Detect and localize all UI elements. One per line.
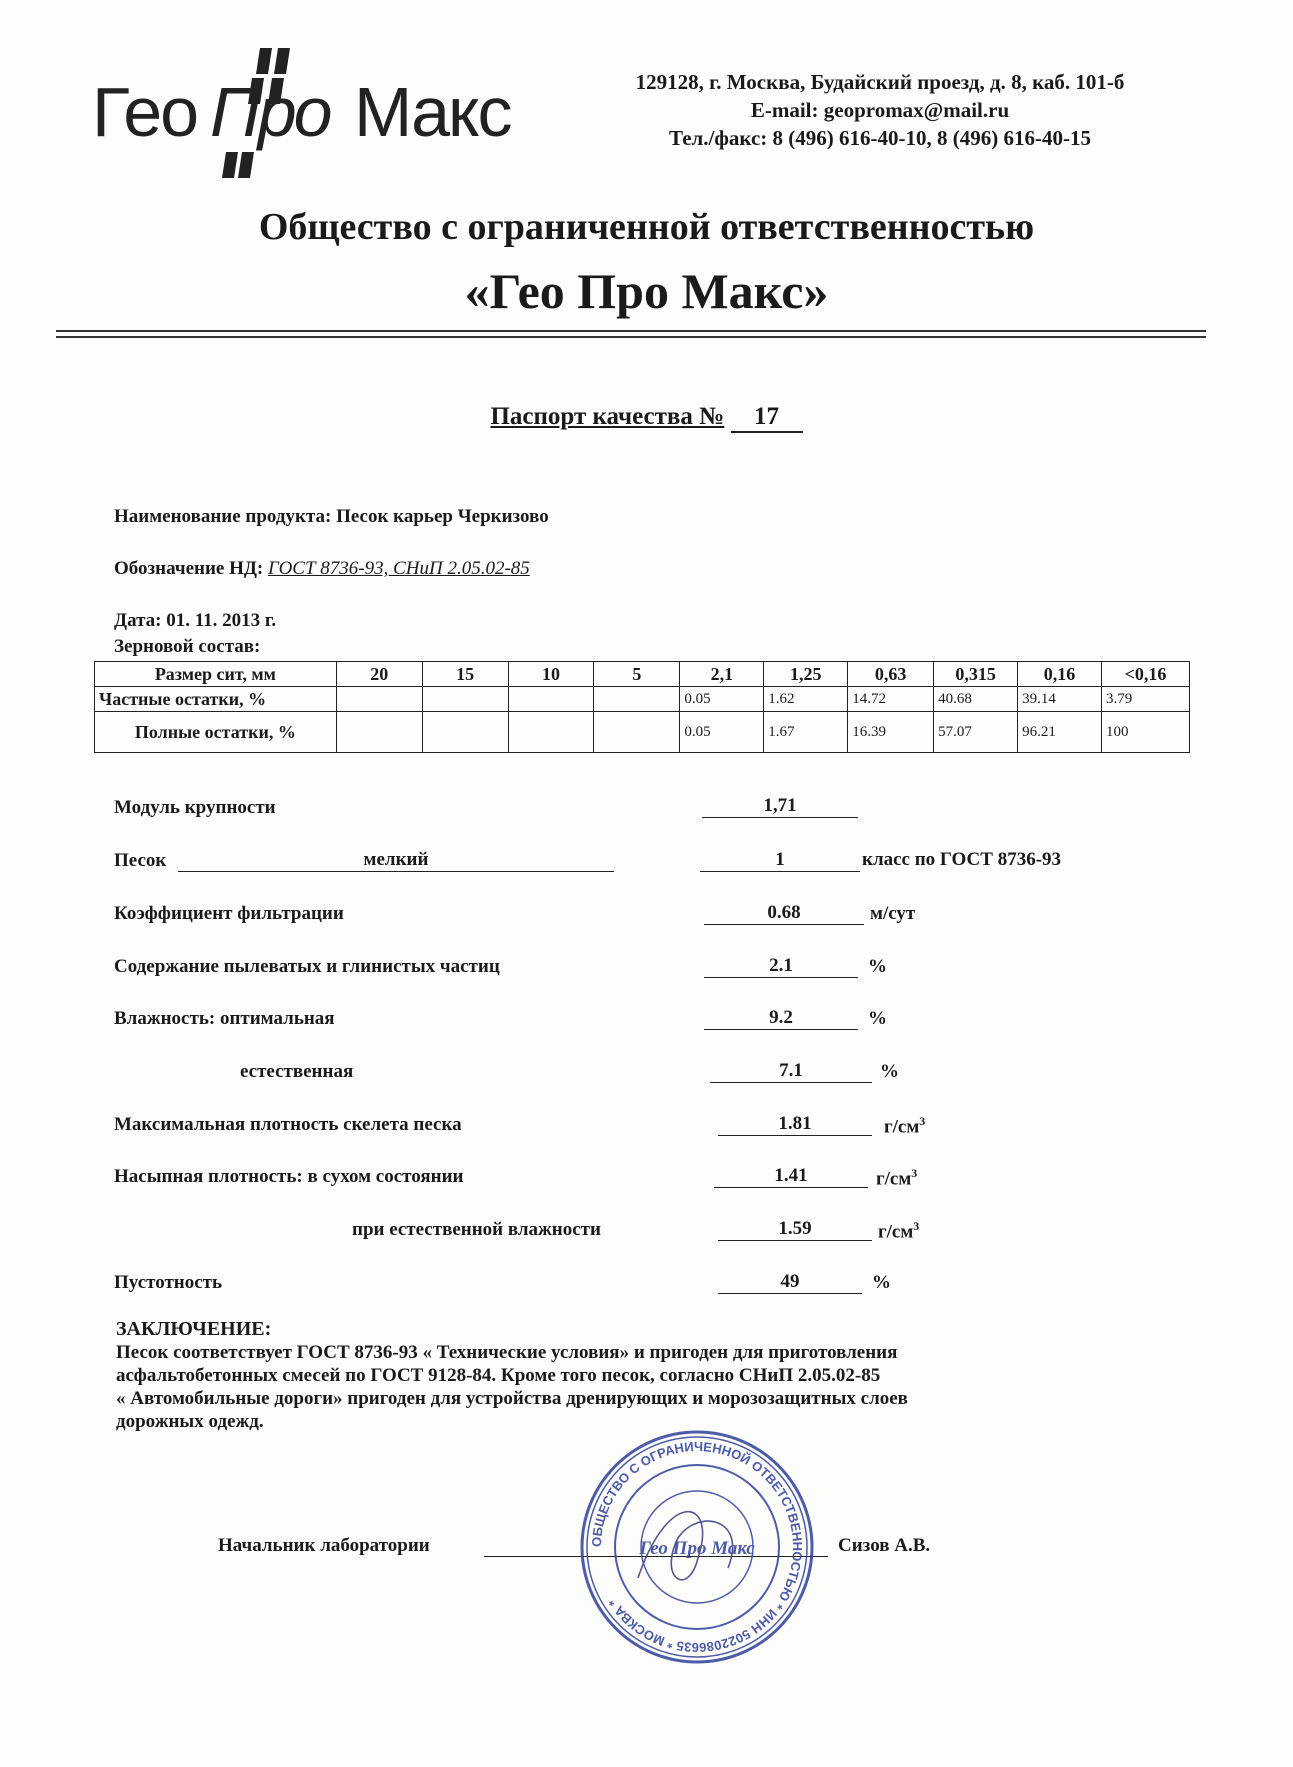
table-cell — [508, 687, 594, 712]
table-row-sizes — [95, 662, 1190, 687]
maxdens-unit-text: г/см — [884, 1116, 920, 1138]
company-logo — [92, 44, 532, 179]
table-header-label: Размер сит, мм — [95, 662, 337, 687]
table-cell: 100 — [1101, 712, 1189, 753]
svg-text:Про: Про — [210, 73, 330, 151]
org-name: «Гео Про Макс» — [464, 263, 829, 319]
maxdens-value: 1.81 — [718, 1113, 872, 1136]
dust-value: 2.1 — [704, 955, 858, 978]
sand-class-suffix: класс по ГОСТ 8736-93 — [862, 849, 1062, 870]
org-type: Общество с ограниченной ответственностью — [258, 206, 1035, 248]
table-row-total — [95, 712, 1190, 753]
conclusion-block — [116, 1318, 1176, 1433]
moisture-nat-label: естественная — [240, 1061, 354, 1082]
header-rule-top — [56, 330, 1206, 332]
sand-type: мелкий — [178, 849, 614, 872]
signature-name: Сизов А.В. — [838, 1535, 931, 1556]
grain-composition-table — [94, 661, 1190, 753]
sand-class: 1 — [700, 849, 860, 872]
date-label: Дата: — [114, 610, 162, 631]
table-cell: 2,1 — [680, 662, 764, 687]
table-cell: 16.39 — [848, 712, 934, 753]
stamp-seal-icon — [578, 1428, 816, 1666]
table-cell: 5 — [594, 662, 680, 687]
table-cell: 57.07 — [934, 712, 1018, 753]
filtration-value: 0.68 — [704, 902, 864, 925]
bulk-nat-label: при естественной влажности — [352, 1219, 601, 1240]
bulk-dry-unit-text: г/см — [876, 1168, 912, 1190]
table-cell — [336, 687, 422, 712]
table-cell: 1,25 — [764, 662, 848, 687]
conclusion-line: дорожных одежд. — [116, 1411, 264, 1432]
bulk-nat-unit-text: г/см — [878, 1221, 914, 1243]
filtration-unit: м/сут — [870, 903, 916, 924]
bulk-nat-unit-sup: 3 — [913, 1219, 920, 1233]
table-cell — [594, 712, 680, 753]
product-name-row — [114, 506, 549, 528]
void-label: Пустотность — [114, 1272, 223, 1293]
void-unit: % — [872, 1272, 891, 1293]
grain-label: Зерновой состав: — [114, 636, 261, 657]
table-cell: 96.21 — [1018, 712, 1102, 753]
conclusion-heading: ЗАКЛЮЧЕНИЕ: — [116, 1318, 272, 1340]
bulk-dry-unit — [876, 1166, 917, 1190]
sand-label: Песок — [114, 850, 167, 871]
company-stamp — [578, 1428, 816, 1666]
table-cell: 0,315 — [934, 662, 1018, 687]
header-rule-bottom — [56, 336, 1206, 338]
table-cell — [594, 687, 680, 712]
date-row — [114, 610, 276, 632]
table-cell — [422, 712, 508, 753]
date-value: 01. 11. 2013 г. — [166, 610, 277, 631]
table-cell: 1.62 — [764, 687, 848, 712]
table-cell: 0,16 — [1018, 662, 1102, 687]
bulk-nat-value: 1.59 — [718, 1218, 872, 1241]
dust-unit: % — [868, 956, 887, 977]
maxdens-unit-sup: 3 — [919, 1114, 926, 1128]
nd-row — [114, 558, 530, 580]
conclusion-line: асфальтобетонных смесей по ГОСТ 9128-84. Кроме того песок, согласно СНиП 2.05.02-85 — [116, 1365, 881, 1386]
moisture-nat-unit: % — [880, 1061, 899, 1082]
table-cell: 3.79 — [1101, 687, 1189, 712]
table-cell: 39.14 — [1018, 687, 1102, 712]
phone: Тел./факс: 8 (496) 616-40-10, 8 (496) 616-40-15 — [668, 126, 1091, 150]
conclusion-line: Песок соответствует ГОСТ 8736-93 « Технические условия» и пригоден для приготовления — [116, 1342, 898, 1363]
nd-label: Обозначение НД: — [114, 558, 264, 579]
maxdens-label: Максимальная плотность скелета песка — [114, 1114, 462, 1135]
passport-number: 17 — [731, 403, 803, 433]
passport-title-text: Паспорт качества № — [490, 403, 725, 430]
svg-text:ОБЩЕСТВО С ОГРАНИЧЕННОЙ ОТВЕТС: ОБЩЕСТВО С ОГРАНИЧЕННОЙ ОТВЕТСТВЕННОСТЬЮ * ИНН 5022086635 * МОСКВА * — [588, 1438, 806, 1656]
filtration-label: Коэффициент фильтрации — [114, 903, 344, 924]
table-cell: 0,63 — [848, 662, 934, 687]
bulk-dry-unit-sup: 3 — [911, 1166, 918, 1180]
moisture-label: Влажность: оптимальная — [114, 1008, 335, 1029]
dust-label: Содержание пылеватых и глинистых частиц — [114, 956, 500, 977]
modulus-label: Модуль крупности — [114, 797, 276, 818]
table-row-partial — [95, 687, 1190, 712]
void-value: 49 — [718, 1271, 862, 1294]
product-name-label: Наименование продукта: — [114, 506, 332, 527]
modulus-value: 1,71 — [702, 795, 858, 818]
table-cell — [422, 687, 508, 712]
table-cell: 0.05 — [680, 712, 764, 753]
table-cell: 0.05 — [680, 687, 764, 712]
table-cell: 10 — [508, 662, 594, 687]
address: 129128, г. Москва, Будайский проезд, д. 8, каб. 101-б — [635, 70, 1125, 94]
total-label: Полные остатки, % — [95, 712, 337, 753]
logo-mark — [92, 44, 532, 179]
moisture-opt-value: 9.2 — [704, 1007, 858, 1030]
nd-value: ГОСТ 8736-93, СНиП 2.05.02-85 — [268, 558, 530, 579]
bulk-nat-unit — [878, 1219, 919, 1243]
table-cell: 40.68 — [934, 687, 1018, 712]
svg-text:Гео Про Макс: Гео Про Макс — [639, 1538, 755, 1559]
partial-label: Частные остатки, % — [95, 687, 337, 712]
moisture-opt-unit: % — [868, 1008, 887, 1029]
bulk-label: Насыпная плотность: в сухом состоянии — [114, 1166, 464, 1187]
table-cell: 1.67 — [764, 712, 848, 753]
svg-text:Гео: Гео — [92, 73, 198, 151]
svg-text:Макс: Макс — [354, 73, 511, 151]
table-cell — [336, 712, 422, 753]
signature-role: Начальник лаборатории — [218, 1535, 430, 1556]
passport-title — [0, 403, 1293, 433]
email: E-mail: geopromax@mail.ru — [750, 98, 1010, 122]
moisture-nat-value: 7.1 — [710, 1060, 872, 1083]
table-cell: <0,16 — [1101, 662, 1189, 687]
table-cell — [508, 712, 594, 753]
maxdens-unit — [884, 1114, 925, 1138]
conclusion-line: « Автомобильные дороги» пригоден для устройства дренирующих и морозозащитных слоев — [116, 1388, 908, 1409]
bulk-dry-value: 1.41 — [714, 1165, 868, 1188]
product-name-value: Песок карьер Черкизово — [336, 506, 549, 527]
table-cell: 15 — [422, 662, 508, 687]
table-cell: 14.72 — [848, 687, 934, 712]
table-cell: 20 — [336, 662, 422, 687]
contact-block — [560, 68, 1200, 152]
